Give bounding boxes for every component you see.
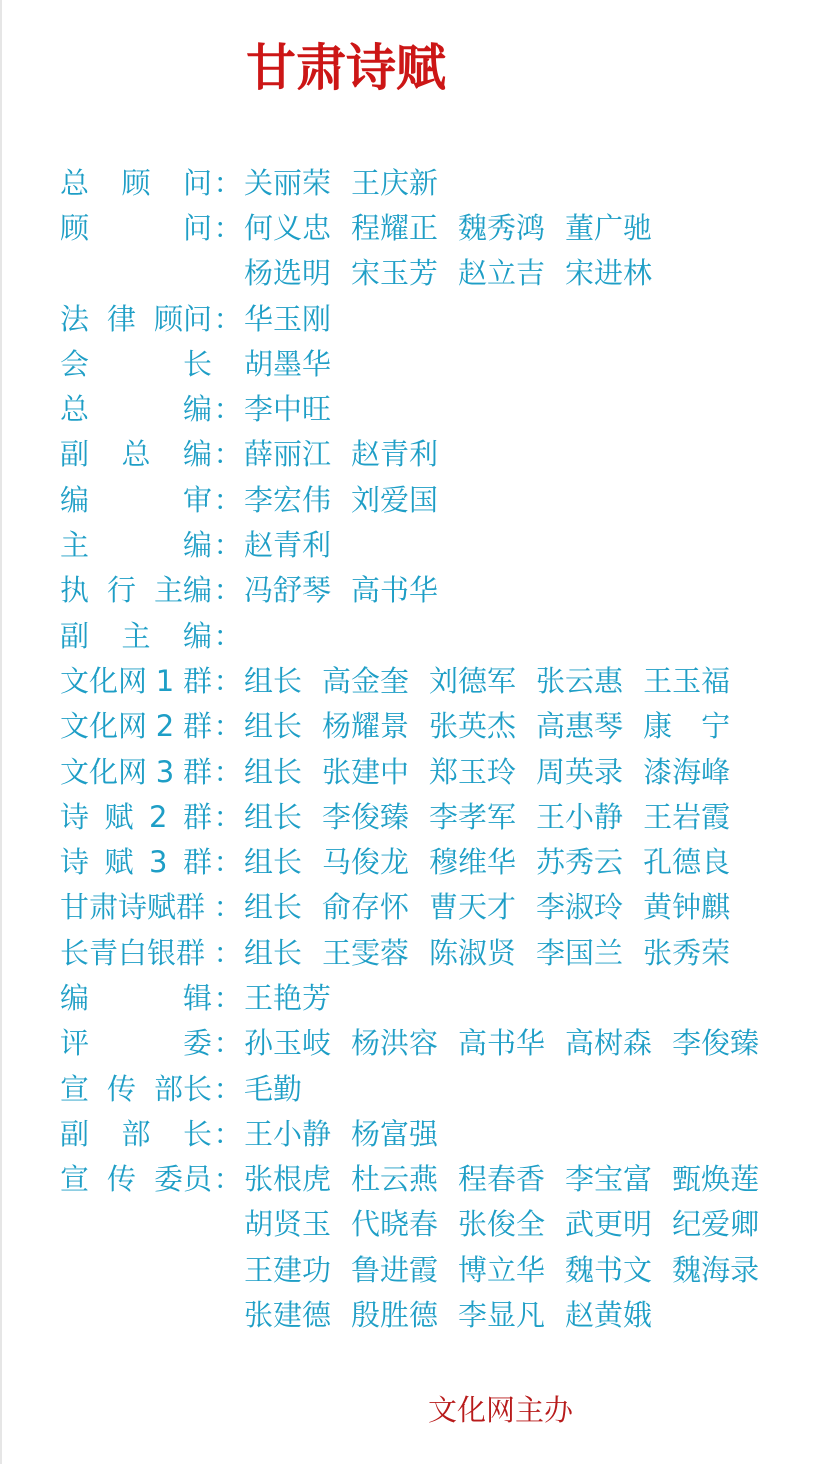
roster-row [60,704,800,749]
roster-row [60,1247,800,1292]
member-name: 苏秀云 [536,845,624,880]
role-label [60,1072,212,1106]
role-colon: ： [213,482,243,517]
role-label [60,845,212,879]
role-label-part: 顾 [121,165,151,200]
member-names [244,302,351,336]
role-colon: ： [213,392,243,427]
role-label-part: 主 [121,618,151,653]
role-label-part: 群 [182,754,212,789]
page-title: 甘肃诗赋 [246,39,446,97]
role-label-part: 总 [60,165,90,200]
member-name: 王庆新 [351,165,439,200]
role-label-part: 宣 [60,1162,90,1197]
role-colon: ： [213,573,243,608]
member-name: 高惠琴 [536,709,624,744]
role-label-part: 2 [155,709,175,744]
member-name: 孙玉岐 [244,1026,332,1061]
role-label [60,664,212,698]
member-name: 杜云燕 [351,1162,439,1197]
role-label-part: 群 [182,709,212,744]
role-label-part: 长 [182,1116,212,1151]
member-names [244,1253,779,1287]
role-colon: ： [213,663,243,698]
member-name: 刘爱国 [351,482,439,517]
group-leader-tag: 组长 [244,799,303,834]
member-name: 陈淑贤 [429,935,517,970]
member-names [244,211,672,245]
member-name: 李俊臻 [322,799,410,834]
role-label [60,573,212,607]
staff-roster [60,160,800,1338]
member-name: 殷胜德 [351,1298,439,1333]
member-name: 代晓春 [351,1207,439,1242]
role-label-part: 编 [182,618,212,653]
member-name: 杨洪容 [351,1026,439,1061]
role-label-part: 会 [60,346,90,381]
role-label-part: 文化网 [60,663,148,698]
role-label-part: 副 [60,618,90,653]
member-name: 赵立吉 [458,256,546,291]
member-name: 曹天才 [429,890,517,925]
roster-row [60,658,800,703]
member-names [244,845,750,879]
member-name: 李淑玲 [536,890,624,925]
member-name: 魏书文 [565,1252,653,1287]
role-label-part: 编 [182,528,212,563]
member-name: 张建德 [244,1298,332,1333]
role-label-part: 编 [182,392,212,427]
role-label-part: 副 [60,437,90,472]
member-name: 李孝军 [429,799,517,834]
role-label-part: 法 [60,301,90,336]
role-label [60,211,212,245]
roster-row [60,1157,800,1202]
role-label-part: 问 [182,210,212,245]
roster-row [60,613,800,658]
member-names [244,1298,672,1332]
role-label [60,936,212,970]
member-name: 程春香 [458,1162,546,1197]
member-name: 甄焕莲 [672,1162,760,1197]
member-name: 高书华 [458,1026,546,1061]
role-label-part: 群 [182,799,212,834]
member-name: 董广驰 [565,210,653,245]
member-name: 赵青利 [244,528,332,563]
member-name: 程耀正 [351,210,439,245]
member-name: 王玉福 [643,663,731,698]
member-name: 李中旺 [244,392,332,427]
group-leader-tag: 组长 [244,935,303,970]
member-name: 赵黄娥 [565,1298,653,1333]
member-name: 周英录 [536,754,624,789]
member-names [244,483,458,517]
member-names [244,573,458,607]
roster-row [60,568,800,613]
role-label [60,166,212,200]
role-label [60,619,212,653]
role-label-part: 群 [182,663,212,698]
member-name: 俞存怀 [322,890,410,925]
member-name: 王雯蓉 [322,935,410,970]
role-colon: ： [213,799,243,834]
group-leader-tag: 组长 [244,663,303,698]
role-label-part: 长 [182,346,212,381]
roster-row [60,839,800,884]
member-names [244,1072,322,1106]
member-name: 康 宁 [643,709,731,744]
role-colon: ： [213,754,243,789]
member-name: 宋玉芳 [351,256,439,291]
member-name: 高金奎 [322,663,410,698]
member-name: 穆维华 [429,845,517,880]
role-label [60,800,212,834]
roster-row [60,794,800,839]
member-name: 王小静 [244,1116,332,1151]
member-names [244,256,672,290]
roster-row [60,432,800,477]
member-names [244,392,351,426]
role-colon: ： [213,980,243,1015]
role-label-part: 宣 [60,1071,90,1106]
role-label-part: 审 [182,482,212,517]
role-colon: ： [213,1071,243,1106]
member-name: 毛勤 [244,1071,303,1106]
roster-row [60,160,800,205]
member-name: 杨富强 [351,1116,439,1151]
role-label [60,755,212,789]
member-names [244,528,351,562]
roster-row [60,522,800,567]
member-name: 李宏伟 [244,482,332,517]
roster-row [60,749,800,794]
role-colon: ： [213,1026,243,1061]
roster-row [60,296,800,341]
role-label-part: 甘肃诗赋群 [60,890,206,925]
group-leader-tag: 组长 [244,845,303,880]
role-label [60,483,212,517]
member-name: 孔德良 [643,845,731,880]
role-label-part: 赋 [104,845,134,880]
member-name: 张俊全 [458,1207,546,1242]
role-label-part: 辑 [182,980,212,1015]
role-label [60,347,212,381]
role-colon: ： [213,210,243,245]
role-label-part: 编 [182,437,212,472]
member-name: 冯舒琴 [244,573,332,608]
member-name: 王岩霞 [643,799,731,834]
role-colon: ： [213,890,243,925]
role-label-part: 行 [106,573,136,608]
role-label [60,1162,212,1196]
role-label-part: 诗 [60,845,90,880]
role-colon: ： [213,528,243,563]
role-label-part: 主 [60,528,90,563]
member-name: 纪爱卿 [672,1207,760,1242]
group-leader-tag: 组长 [244,890,303,925]
member-name: 王小静 [536,799,624,834]
member-names [244,347,351,381]
role-label-part: 文化网 [60,709,148,744]
role-label-part: 主编 [153,573,212,608]
role-colon: ： [213,1162,243,1197]
role-label-part: 诗 [60,799,90,834]
roster-row [60,1066,800,1111]
member-name: 武更明 [565,1207,653,1242]
member-name: 漆海峰 [643,754,731,789]
member-name: 魏海录 [672,1252,760,1287]
role-label-part: 问 [182,165,212,200]
member-name: 何义忠 [244,210,332,245]
roster-row [60,477,800,522]
organizer-footer: 文化网主办 [428,1393,574,1427]
member-name: 张秀荣 [643,935,731,970]
member-names [244,755,750,789]
roster-row [60,1111,800,1156]
role-label [60,981,212,1015]
roster-row [60,975,800,1020]
member-name: 李国兰 [536,935,624,970]
role-colon: ： [213,301,243,336]
role-label-part: 赋 [104,799,134,834]
role-label-part: 执 [60,573,90,608]
member-name: 李宝富 [565,1162,653,1197]
member-names [244,664,750,698]
member-names [244,709,750,743]
member-name: 杨选明 [244,256,332,291]
role-label-part: 顾问 [153,301,212,336]
role-label-part: 副 [60,1116,90,1151]
role-colon: ： [213,618,243,653]
member-name: 宋进林 [565,256,653,291]
role-label [60,1117,212,1151]
member-names [244,936,750,970]
role-label-part: 传 [106,1071,136,1106]
member-name: 薛丽江 [244,437,332,472]
role-colon: ： [213,1116,243,1151]
member-name: 张英杰 [429,709,517,744]
role-label-part: 长青白银群 [60,935,206,970]
role-label-part: 总 [60,392,90,427]
member-name: 张云惠 [536,663,624,698]
roster-row [60,251,800,296]
roster-row [60,386,800,431]
member-names [244,166,458,200]
role-label-part: 委员 [153,1162,212,1197]
role-label-part: 评 [60,1026,90,1061]
role-label-part: 编 [60,980,90,1015]
member-name: 赵青利 [351,437,439,472]
role-label [60,890,212,924]
role-label-part: 群 [182,845,212,880]
role-label [60,709,212,743]
role-label-part: 委 [182,1026,212,1061]
member-name: 刘德军 [429,663,517,698]
member-names [244,1162,779,1196]
member-name: 高树森 [565,1026,653,1061]
roster-row [60,1021,800,1066]
role-label-part: 部长 [153,1071,212,1106]
roster-row [60,1202,800,1247]
role-colon: ： [213,709,243,744]
role-label-part: 1 [155,663,175,698]
member-name: 高书华 [351,573,439,608]
member-name: 博立华 [458,1252,546,1287]
role-label-part: 2 [149,799,168,834]
roster-row [60,1292,800,1337]
member-names [244,437,458,471]
member-name: 鲁进霞 [351,1252,439,1287]
role-label-part: 3 [149,845,168,880]
role-colon: ： [213,845,243,880]
member-names [244,981,351,1015]
member-name: 李俊臻 [672,1026,760,1061]
group-leader-tag: 组长 [244,754,303,789]
roster-row [60,341,800,386]
member-name: 张建中 [322,754,410,789]
member-name: 杨耀景 [322,709,410,744]
role-label [60,392,212,426]
role-label-part: 顾 [60,210,90,245]
member-names [244,1207,779,1241]
role-label-part: 3 [155,754,175,789]
role-label-part: 总 [121,437,151,472]
member-name: 魏秀鸿 [458,210,546,245]
role-label [60,437,212,471]
member-name: 张根虎 [244,1162,332,1197]
role-colon: ： [213,437,243,472]
roster-row [60,205,800,250]
member-names [244,1026,779,1060]
role-colon: ： [213,165,243,200]
role-label-part: 文化网 [60,754,148,789]
member-name: 胡墨华 [244,346,332,381]
role-label-part: 部 [121,1116,151,1151]
member-name: 华玉刚 [244,301,332,336]
roster-row [60,930,800,975]
member-name: 郑玉玲 [429,754,517,789]
role-label [60,1026,212,1060]
member-name: 黄钟麒 [643,890,731,925]
member-name: 马俊龙 [322,845,410,880]
role-label [60,528,212,562]
member-name: 王建功 [244,1252,332,1287]
member-name: 王艳芳 [244,980,332,1015]
roster-row [60,885,800,930]
group-leader-tag: 组长 [244,709,303,744]
member-names [244,800,750,834]
role-label-part: 传 [106,1162,136,1197]
role-colon: ： [213,935,243,970]
role-label [60,302,212,336]
member-names [244,1117,458,1151]
role-label-part: 编 [60,482,90,517]
member-name: 李显凡 [458,1298,546,1333]
role-label-part: 律 [106,301,136,336]
page-left-border [0,0,2,1464]
member-names [244,890,750,924]
member-name: 胡贤玉 [244,1207,332,1242]
member-name: 关丽荣 [244,165,332,200]
